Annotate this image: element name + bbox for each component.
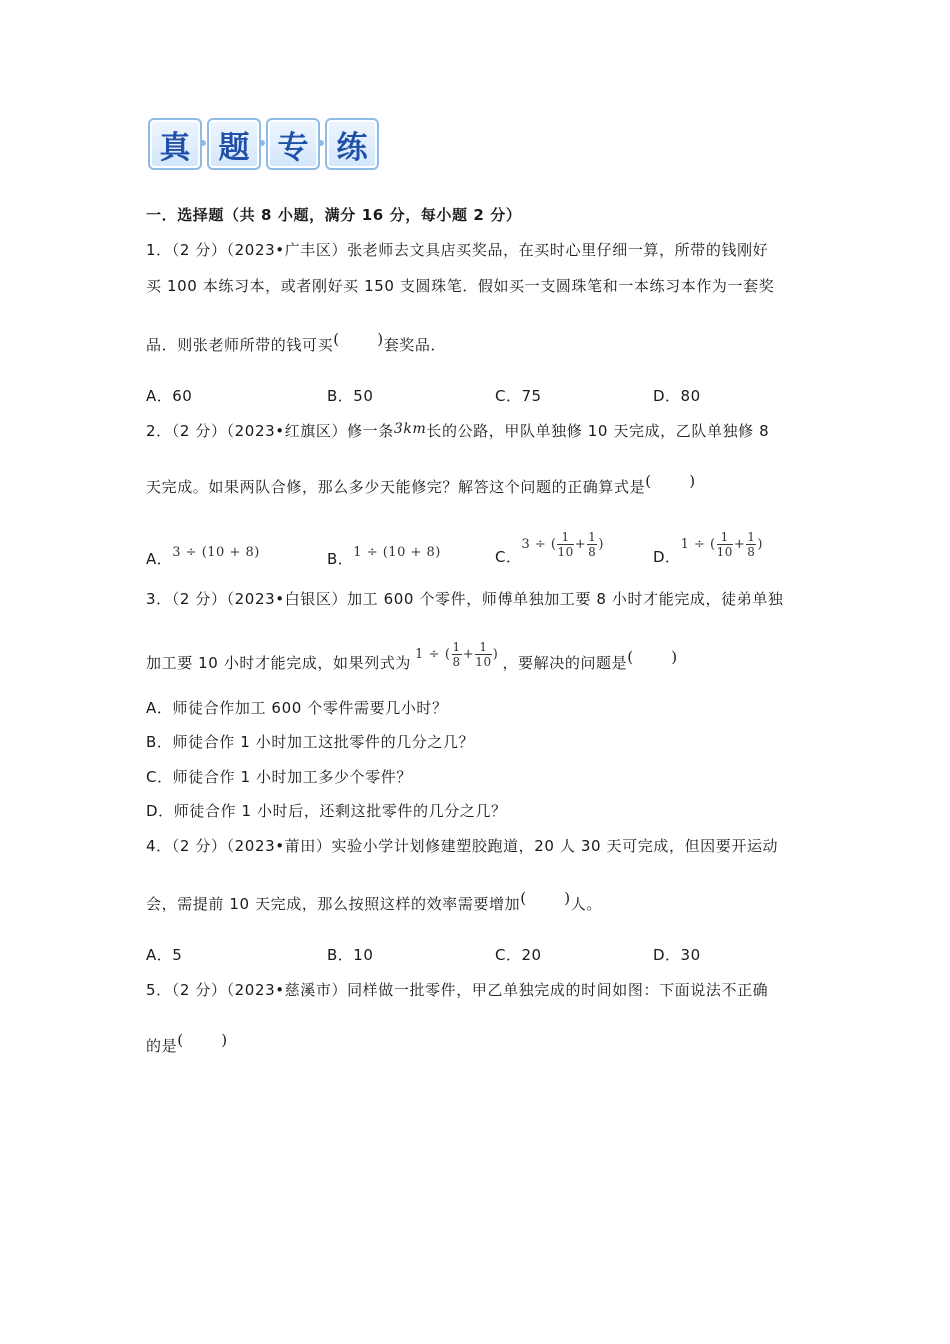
q4-line2-text: 会，需提前 10 天完成，那么按照这样的效率需要增加 (146, 895, 521, 913)
q2-line2-text: 天完成。如果两队合修，那么多少天能修完？解答这个问题的正确算式是 (146, 478, 646, 496)
q5-line2-text: 的是 (146, 1037, 178, 1055)
q5-line1: 5．（2 分）（2023•慈溪市）同样做一批零件，甲乙单独完成的时间如图：下面说法不正确 (146, 981, 769, 999)
q2-option-a: A．3 ÷ (10 + 8) (146, 545, 260, 568)
q4-option-c: C．20 (495, 946, 542, 964)
q1-option-b: B．50 (327, 387, 374, 405)
q2-line2 (146, 472, 696, 497)
q1-option-c: C．75 (495, 387, 542, 405)
answer-blank: ( ) (520, 889, 571, 907)
q4-line2-end: 人。 (570, 895, 602, 913)
q2-option-d: D．1 ÷ ( $\frac{1}{10}$ + $\frac{1}{8}$ ) (653, 530, 763, 566)
q1-option-d: D．80 (653, 387, 701, 405)
banner-char: 练 (325, 118, 379, 170)
q3-line2-end: ，要解决的问题是 (502, 654, 628, 672)
q1-line3-end: 套奖品． (383, 336, 447, 354)
q2-line1-text: 2．（2 分）（2023•红旗区）修一条 (146, 422, 394, 440)
q4-option-d: D．30 (653, 946, 701, 964)
q5-line2 (146, 1031, 228, 1056)
q3-line1: 3．（2 分）（2023•白银区）加工 600 个零件，师傅单独加工要 8 小时才能完成，徒弟单独 (146, 590, 784, 608)
q3-option-b: B．师徒合作 1 小时加工这批零件的几分之几？ (146, 733, 475, 751)
q1-option-a: A．60 (146, 387, 193, 405)
q3-option-d: D．师徒合作 1 小时后，还剩这批零件的几分之几？ (146, 802, 507, 820)
q2-option-d-expr: 1 ÷ ( $\frac{1}{10}$ + $\frac{1}{8}$ ) (680, 530, 763, 559)
title-banner (148, 118, 379, 170)
q4-option-b: B．10 (327, 946, 374, 964)
q3-option-c: C．师徒合作 1 小时加工多少个零件？ (146, 768, 412, 786)
q2-option-b-expr: 1 ÷ (10 + 8) (353, 545, 441, 560)
answer-blank: ( ) (627, 648, 678, 666)
q3-expression: 1 ÷ ( $\frac{1}{8}$ + $\frac{1}{10}$ ) (415, 640, 499, 669)
q4-line2 (146, 889, 602, 914)
q3-line2 (146, 640, 678, 673)
answer-blank: ( ) (333, 330, 384, 348)
q1-line3 (146, 330, 446, 355)
q2-line1-rest: 长的公路，甲队单独修 10 天完成，乙队单独修 8 (426, 422, 770, 440)
q3-option-a: A．师徒合作加工 600 个零件需要几小时？ (146, 699, 448, 717)
banner-char: 专 (266, 118, 320, 170)
q1-line3-text: 品．则张老师所带的钱可买 (146, 336, 334, 354)
q1-line1: 1．（2 分）（2023•广丰区）张老师去文具店买奖品，在买时心里仔细一算，所带的钱刚好 (146, 241, 769, 259)
q2-option-c-expr: 3 ÷ ( $\frac{1}{10}$ + $\frac{1}{8}$ ) (521, 530, 604, 559)
q1-line2: 买 100 本练习本，或者刚好买 150 支圆珠笔．假如买一支圆珠笔和一本练习本作为一套奖 (146, 277, 775, 295)
q3-line2-text: 加工要 10 小时才能完成，如果列式为 (146, 654, 412, 672)
banner-char: 真 (148, 118, 202, 170)
q4-line1: 4．（2 分）（2023•莆田）实验小学计划修建塑胶跑道，20 人 30 天可完成，但因要开运动 (146, 837, 779, 855)
answer-blank: ( ) (177, 1031, 228, 1049)
answer-blank: ( ) (645, 472, 696, 490)
q2-option-b: B．1 ÷ (10 + 8) (327, 545, 441, 568)
q4-option-a: A．5 (146, 946, 183, 964)
q2-option-a-expr: 3 ÷ (10 + 8) (172, 545, 260, 560)
q2-line1 (146, 420, 769, 441)
q2-unit: 3km (393, 421, 427, 437)
q2-option-c: C．3 ÷ ( $\frac{1}{10}$ + $\frac{1}{8}$ ) (495, 530, 604, 566)
banner-char: 题 (207, 118, 261, 170)
section-heading: 一．选择题（共 8 小题，满分 16 分，每小题 2 分） (146, 206, 522, 224)
